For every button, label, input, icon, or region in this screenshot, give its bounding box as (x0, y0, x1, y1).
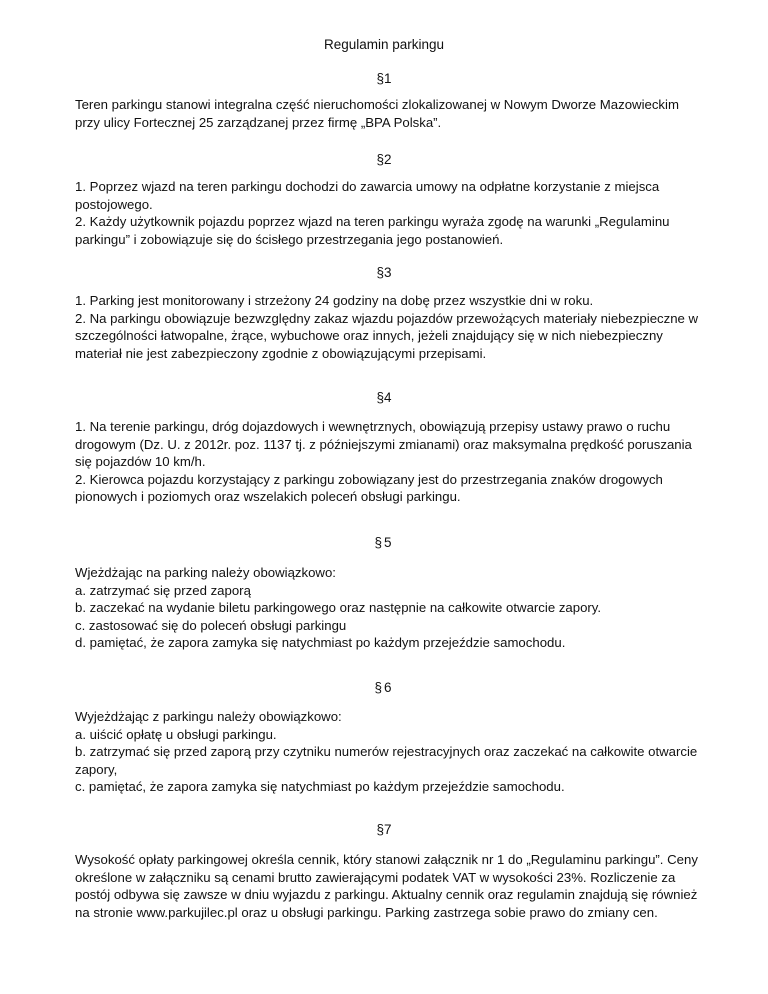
section-1-heading: §1 (376, 71, 392, 86)
section-6-body (75, 708, 707, 796)
section-4-line-2: 2. Kierowca pojazdu korzystający z parkingu zobowiązany jest do przestrzegania znaków drogowych pionowych i poziomych oraz wszelakich poleceń obsługi parkingu. (75, 471, 663, 505)
section-2-line-2: 2. Każdy użytkownik pojazdu poprzez wjazd na teren parkingu wyraża zgodę na warunki „Regulaminu parkingu” i zobowiązuje się do ścisłego przestrzegania jego postanowień. (75, 214, 670, 247)
section-6-line-2: a. uiścić opłatę u obsługi parkingu. (75, 726, 277, 742)
section-5-line-2: a. zatrzymać się przed zaporą (75, 582, 251, 598)
section-4-body (75, 418, 707, 506)
section-5-heading: §5 (374, 535, 394, 550)
section-2-line-1: 1. Poprzez wjazd na teren parkingu dochodzi do zawarcia umowy na odpłatne korzystanie z miejsca postojowego. (75, 179, 660, 212)
section-6-line-3: b. zatrzymać się przed zaporą przy czytniku numerów rejestracyjnych oraz zaczekać na całkowite otwarcie zapory, (75, 744, 698, 777)
section-5-line-5: d. pamiętać, że zapora zamyka się natychmiast po każdym przejeździe samochodu. (75, 635, 566, 651)
section-3-line-1: 1. Parking jest monitorowany i strzeżony 24 godziny na dobę przez wszystkie dni w roku. (75, 293, 594, 308)
section-4-heading: §4 (376, 390, 392, 405)
section-7-line-1: Wysokość opłaty parkingowej określa cennik, który stanowi załącznik nr 1 do „Regulaminu parkingu”. Ceny określone w załączniku są cenami brutto zawierającymi podatek VAT w wysokości 23%. Rozliczenie za postój odbywa się zawsze w dniu wyjazdu z parkingu. Aktualny cennik oraz regulamin znajdują się również na stronie www.parkujilec.pl oraz u obsługi parkingu. Parking zastrzega sobie prawo do zmiany cen. (75, 852, 698, 920)
section-3-heading: §3 (376, 265, 392, 280)
section-6-line-1: Wyjeżdżając z parkingu należy obowiązkowo: (75, 709, 342, 724)
section-1-body (75, 96, 707, 131)
section-4-line-1: 1. Na terenie parkingu, dróg dojazdowych i wewnętrznych, obowiązują przepisy ustawy prawo o ruchu drogowym (Dz. U. z 2012r. poz. 1137 tj. z późniejszymi zmianami) oraz maksymalna prędkość poruszania się pojazdów 10 km/h. (75, 419, 692, 470)
section-7-heading: §7 (376, 822, 392, 837)
section-2-heading: §2 (376, 152, 392, 167)
section-3-line-2: 2. Na parkingu obowiązuje bezwzględny zakaz wjazdu pojazdów przewożących materiały niebezpieczne w szczególności łatwopalne, żrące, wybuchowe oraz innych, jeżeli znajdujący się w nich niebezpieczny materiał nie jest zabezpieczony zgodnie z obowiązującymi przepisami. (75, 310, 699, 361)
section-7-body (75, 851, 707, 921)
section-3-body (75, 292, 707, 362)
section-5-line-3: b. zaczekać na wydanie biletu parkingowego oraz następnie na całkowite otwarcie zapory. (75, 600, 602, 616)
section-2-body (75, 178, 707, 248)
section-6-line-4: c. pamiętać, że zapora zamyka się natychmiast po każdym przejeździe samochodu. (75, 779, 565, 795)
section-5-body (75, 564, 707, 652)
section-5-line-4: c. zastosować się do poleceń obsługi parkingu (75, 617, 347, 633)
section-5-line-1: Wjeżdżając na parking należy obowiązkowo: (75, 565, 336, 580)
section-1-line-1: Teren parkingu stanowi integralna część nieruchomości zlokalizowanej w Nowym Dworze Mazowieckim przy ulicy Fortecznej 25 zarządzanej przez firmę „BPA Polska”. (75, 97, 679, 130)
section-6-heading: §6 (374, 680, 394, 695)
document-title: Regulamin parkingu (323, 37, 445, 52)
